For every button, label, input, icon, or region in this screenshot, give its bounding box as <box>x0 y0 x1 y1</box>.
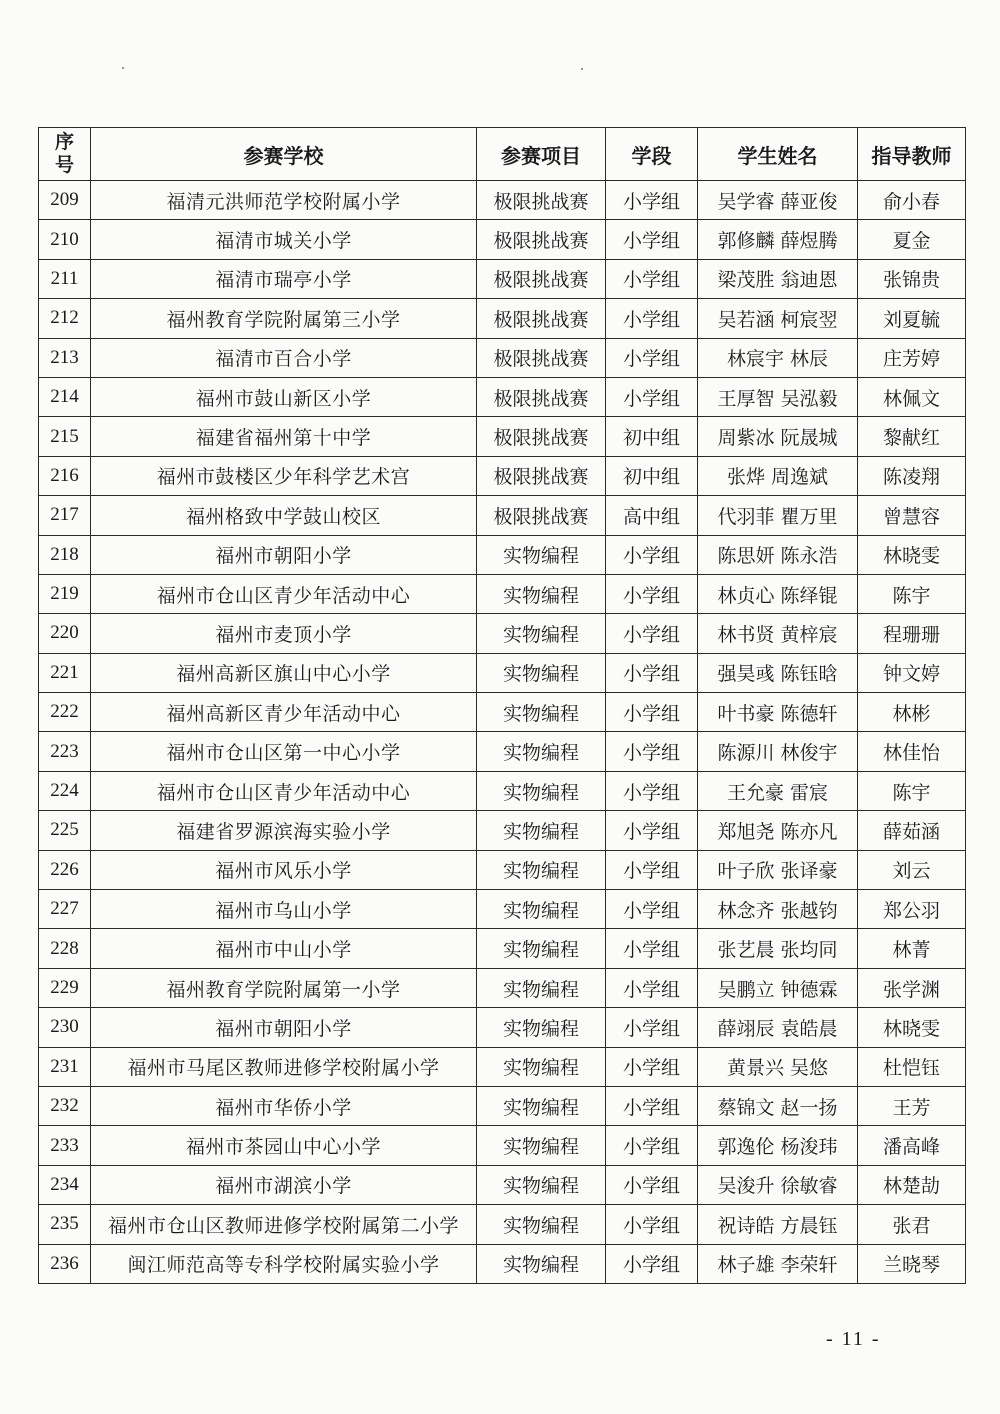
table-row <box>39 535 966 574</box>
header-teacher: 指导教师 <box>858 128 966 181</box>
cell-teacher: 林彬 <box>858 693 966 732</box>
cell-teacher: 林晓雯 <box>858 1008 966 1047</box>
cell-school: 福州市麦顶小学 <box>91 614 477 653</box>
cell-project: 实物编程 <box>477 771 606 810</box>
table-row <box>39 693 966 732</box>
cell-school: 福州市乌山小学 <box>91 890 477 929</box>
table-row <box>39 653 966 692</box>
cell-school: 福州市中山小学 <box>91 929 477 968</box>
table-header-row <box>39 128 966 181</box>
cell-teacher: 林佳怡 <box>858 732 966 771</box>
cell-project: 实物编程 <box>477 535 606 574</box>
cell-teacher: 刘夏毓 <box>858 299 966 338</box>
header-level: 学段 <box>606 128 698 181</box>
table-row <box>39 890 966 929</box>
cell-school: 福清市百合小学 <box>91 338 477 377</box>
cell-seq: 215 <box>39 417 91 456</box>
cell-level: 小学组 <box>606 732 698 771</box>
cell-project: 极限挑战赛 <box>477 299 606 338</box>
cell-students: 叶子欣 张译豪 <box>698 850 858 889</box>
cell-school: 福州市湖滨小学 <box>91 1165 477 1204</box>
cell-students: 吴浚升 徐敏睿 <box>698 1165 858 1204</box>
cell-teacher: 杜恺钰 <box>858 1047 966 1086</box>
cell-level: 小学组 <box>606 1008 698 1047</box>
table-row <box>39 574 966 613</box>
table-row <box>39 259 966 298</box>
cell-project: 实物编程 <box>477 1126 606 1165</box>
cell-students: 王厚智 吴泓毅 <box>698 377 858 416</box>
table-row <box>39 850 966 889</box>
scan-speck <box>581 68 583 70</box>
cell-project: 实物编程 <box>477 968 606 1007</box>
cell-project: 实物编程 <box>477 693 606 732</box>
cell-students: 林念齐 张越钧 <box>698 890 858 929</box>
cell-level: 小学组 <box>606 535 698 574</box>
cell-school: 福建省福州第十中学 <box>91 417 477 456</box>
table-row <box>39 929 966 968</box>
table-row <box>39 377 966 416</box>
cell-project: 实物编程 <box>477 1086 606 1125</box>
cell-project: 实物编程 <box>477 574 606 613</box>
table-row <box>39 1126 966 1165</box>
cell-seq: 236 <box>39 1244 91 1283</box>
cell-teacher: 庄芳婷 <box>858 338 966 377</box>
cell-seq: 228 <box>39 929 91 968</box>
cell-level: 小学组 <box>606 890 698 929</box>
cell-students: 周紫冰 阮晟城 <box>698 417 858 456</box>
cell-school: 福州高新区青少年活动中心 <box>91 693 477 732</box>
cell-project: 极限挑战赛 <box>477 417 606 456</box>
cell-seq: 217 <box>39 496 91 535</box>
table-row <box>39 1086 966 1125</box>
cell-level: 小学组 <box>606 811 698 850</box>
header-students: 学生姓名 <box>698 128 858 181</box>
cell-school: 福州格致中学鼓山校区 <box>91 496 477 535</box>
table-row <box>39 1244 966 1283</box>
cell-seq: 219 <box>39 574 91 613</box>
cell-level: 小学组 <box>606 693 698 732</box>
cell-teacher: 张君 <box>858 1205 966 1244</box>
cell-seq: 221 <box>39 653 91 692</box>
cell-level: 小学组 <box>606 1047 698 1086</box>
cell-seq: 218 <box>39 535 91 574</box>
cell-students: 薛翊辰 袁皓晨 <box>698 1008 858 1047</box>
table-body <box>39 181 966 1284</box>
cell-teacher: 张锦贵 <box>858 259 966 298</box>
cell-seq: 210 <box>39 220 91 259</box>
cell-level: 小学组 <box>606 614 698 653</box>
cell-level: 小学组 <box>606 1126 698 1165</box>
cell-project: 极限挑战赛 <box>477 338 606 377</box>
table-row <box>39 299 966 338</box>
cell-school: 福州市仓山区教师进修学校附属第二小学 <box>91 1205 477 1244</box>
cell-teacher: 俞小春 <box>858 181 966 220</box>
cell-students: 蔡锦文 赵一扬 <box>698 1086 858 1125</box>
cell-project: 实物编程 <box>477 732 606 771</box>
cell-students: 陈源川 林俊宇 <box>698 732 858 771</box>
cell-project: 实物编程 <box>477 1165 606 1204</box>
cell-students: 林宸宇 林辰 <box>698 338 858 377</box>
table-row <box>39 417 966 456</box>
cell-seq: 232 <box>39 1086 91 1125</box>
cell-school: 福州市朝阳小学 <box>91 1008 477 1047</box>
cell-teacher: 陈宇 <box>858 771 966 810</box>
cell-school: 福清市瑞亭小学 <box>91 259 477 298</box>
header-project: 参赛项目 <box>477 128 606 181</box>
cell-project: 极限挑战赛 <box>477 377 606 416</box>
cell-students: 吴学睿 薛亚俊 <box>698 181 858 220</box>
cell-project: 极限挑战赛 <box>477 496 606 535</box>
cell-seq: 234 <box>39 1165 91 1204</box>
cell-seq: 227 <box>39 890 91 929</box>
cell-students: 王允豪 雷宸 <box>698 771 858 810</box>
cell-school: 福清元洪师范学校附属小学 <box>91 181 477 220</box>
cell-teacher: 夏金 <box>858 220 966 259</box>
cell-teacher: 黎献红 <box>858 417 966 456</box>
cell-seq: 216 <box>39 456 91 495</box>
cell-project: 实物编程 <box>477 614 606 653</box>
cell-level: 小学组 <box>606 968 698 1007</box>
cell-level: 小学组 <box>606 850 698 889</box>
table-row <box>39 456 966 495</box>
cell-seq: 235 <box>39 1205 91 1244</box>
cell-seq: 224 <box>39 771 91 810</box>
cell-school: 福州市仓山区青少年活动中心 <box>91 771 477 810</box>
cell-students: 代羽菲 瞿万里 <box>698 496 858 535</box>
table-row <box>39 1165 966 1204</box>
cell-project: 实物编程 <box>477 1244 606 1283</box>
cell-students: 林子雄 李荣轩 <box>698 1244 858 1283</box>
cell-teacher: 王芳 <box>858 1086 966 1125</box>
cell-school: 福州市仓山区第一中心小学 <box>91 732 477 771</box>
cell-school: 福建省罗源滨海实验小学 <box>91 811 477 850</box>
cell-seq: 222 <box>39 693 91 732</box>
cell-seq: 209 <box>39 181 91 220</box>
cell-level: 小学组 <box>606 574 698 613</box>
scan-speck <box>122 67 124 69</box>
header-seq-label: 序号 <box>54 131 74 176</box>
cell-level: 小学组 <box>606 1244 698 1283</box>
cell-teacher: 张学渊 <box>858 968 966 1007</box>
cell-school: 福清市城关小学 <box>91 220 477 259</box>
cell-teacher: 程珊珊 <box>858 614 966 653</box>
cell-students: 祝诗皓 方晨钰 <box>698 1205 858 1244</box>
cell-teacher: 陈宇 <box>858 574 966 613</box>
cell-project: 实物编程 <box>477 811 606 850</box>
cell-level: 小学组 <box>606 1205 698 1244</box>
cell-seq: 230 <box>39 1008 91 1047</box>
table-row <box>39 496 966 535</box>
cell-seq: 211 <box>39 259 91 298</box>
cell-students: 吴若涵 柯宸翌 <box>698 299 858 338</box>
cell-school: 福州市风乐小学 <box>91 850 477 889</box>
cell-project: 极限挑战赛 <box>477 181 606 220</box>
table-row <box>39 1047 966 1086</box>
cell-teacher: 刘云 <box>858 850 966 889</box>
cell-students: 林贞心 陈绎锟 <box>698 574 858 613</box>
cell-students: 林书贤 黄梓宸 <box>698 614 858 653</box>
cell-students: 郭逸伦 杨浚玮 <box>698 1126 858 1165</box>
cell-teacher: 林菁 <box>858 929 966 968</box>
cell-level: 小学组 <box>606 181 698 220</box>
cell-students: 黄景兴 吴悠 <box>698 1047 858 1086</box>
cell-seq: 214 <box>39 377 91 416</box>
cell-teacher: 钟文婷 <box>858 653 966 692</box>
cell-seq: 233 <box>39 1126 91 1165</box>
cell-project: 实物编程 <box>477 890 606 929</box>
cell-seq: 225 <box>39 811 91 850</box>
cell-school: 闽江师范高等专科学校附属实验小学 <box>91 1244 477 1283</box>
cell-level: 小学组 <box>606 259 698 298</box>
cell-teacher: 潘高峰 <box>858 1126 966 1165</box>
cell-seq: 231 <box>39 1047 91 1086</box>
header-school: 参赛学校 <box>91 128 477 181</box>
table-row <box>39 732 966 771</box>
cell-seq: 212 <box>39 299 91 338</box>
cell-level: 小学组 <box>606 929 698 968</box>
cell-project: 实物编程 <box>477 1205 606 1244</box>
page-number: - 11 - <box>826 1328 881 1350</box>
cell-school: 福州市马尾区教师进修学校附属小学 <box>91 1047 477 1086</box>
cell-students: 张烨 周逸斌 <box>698 456 858 495</box>
cell-school: 福州高新区旗山中心小学 <box>91 653 477 692</box>
cell-school: 福州市华侨小学 <box>91 1086 477 1125</box>
cell-seq: 213 <box>39 338 91 377</box>
cell-project: 实物编程 <box>477 653 606 692</box>
table-row <box>39 1205 966 1244</box>
cell-teacher: 林晓雯 <box>858 535 966 574</box>
cell-students: 张艺晨 张均同 <box>698 929 858 968</box>
cell-school: 福州市鼓楼区少年科学艺术宫 <box>91 456 477 495</box>
cell-level: 小学组 <box>606 1086 698 1125</box>
header-seq <box>39 128 91 181</box>
cell-level: 小学组 <box>606 1165 698 1204</box>
cell-project: 实物编程 <box>477 1008 606 1047</box>
table-row <box>39 811 966 850</box>
cell-school: 福州教育学院附属第一小学 <box>91 968 477 1007</box>
cell-students: 郑旭尧 陈亦凡 <box>698 811 858 850</box>
cell-level: 高中组 <box>606 496 698 535</box>
cell-project: 实物编程 <box>477 850 606 889</box>
cell-teacher: 林佩文 <box>858 377 966 416</box>
cell-level: 小学组 <box>606 299 698 338</box>
cell-teacher: 曾慧容 <box>858 496 966 535</box>
cell-level: 小学组 <box>606 338 698 377</box>
cell-school: 福州市朝阳小学 <box>91 535 477 574</box>
cell-project: 极限挑战赛 <box>477 259 606 298</box>
cell-level: 小学组 <box>606 220 698 259</box>
cell-project: 极限挑战赛 <box>477 220 606 259</box>
cell-project: 实物编程 <box>477 1047 606 1086</box>
cell-teacher: 陈凌翔 <box>858 456 966 495</box>
table-row <box>39 1008 966 1047</box>
cell-level: 小学组 <box>606 377 698 416</box>
participant-table <box>38 127 966 1284</box>
cell-project: 实物编程 <box>477 929 606 968</box>
cell-school: 福州市仓山区青少年活动中心 <box>91 574 477 613</box>
cell-teacher: 兰晓琴 <box>858 1244 966 1283</box>
cell-seq: 226 <box>39 850 91 889</box>
cell-teacher: 郑公羽 <box>858 890 966 929</box>
cell-students: 强昊彧 陈钰晗 <box>698 653 858 692</box>
cell-school: 福州市鼓山新区小学 <box>91 377 477 416</box>
cell-seq: 223 <box>39 732 91 771</box>
cell-level: 小学组 <box>606 653 698 692</box>
cell-students: 梁茂胜 翁迪恩 <box>698 259 858 298</box>
cell-seq: 229 <box>39 968 91 1007</box>
cell-seq: 220 <box>39 614 91 653</box>
cell-teacher: 林楚劼 <box>858 1165 966 1204</box>
table-row <box>39 338 966 377</box>
cell-school: 福州教育学院附属第三小学 <box>91 299 477 338</box>
table-row <box>39 968 966 1007</box>
cell-students: 叶书豪 陈德轩 <box>698 693 858 732</box>
cell-level: 小学组 <box>606 771 698 810</box>
table-row <box>39 181 966 220</box>
cell-students: 陈思妍 陈永浩 <box>698 535 858 574</box>
cell-students: 郭修麟 薛煜腾 <box>698 220 858 259</box>
cell-teacher: 薛茹涵 <box>858 811 966 850</box>
table-row <box>39 771 966 810</box>
cell-level: 初中组 <box>606 456 698 495</box>
cell-level: 初中组 <box>606 417 698 456</box>
cell-students: 吴鹏立 钟德霖 <box>698 968 858 1007</box>
cell-school: 福州市茶园山中心小学 <box>91 1126 477 1165</box>
table-row <box>39 220 966 259</box>
cell-project: 极限挑战赛 <box>477 456 606 495</box>
table-row <box>39 614 966 653</box>
